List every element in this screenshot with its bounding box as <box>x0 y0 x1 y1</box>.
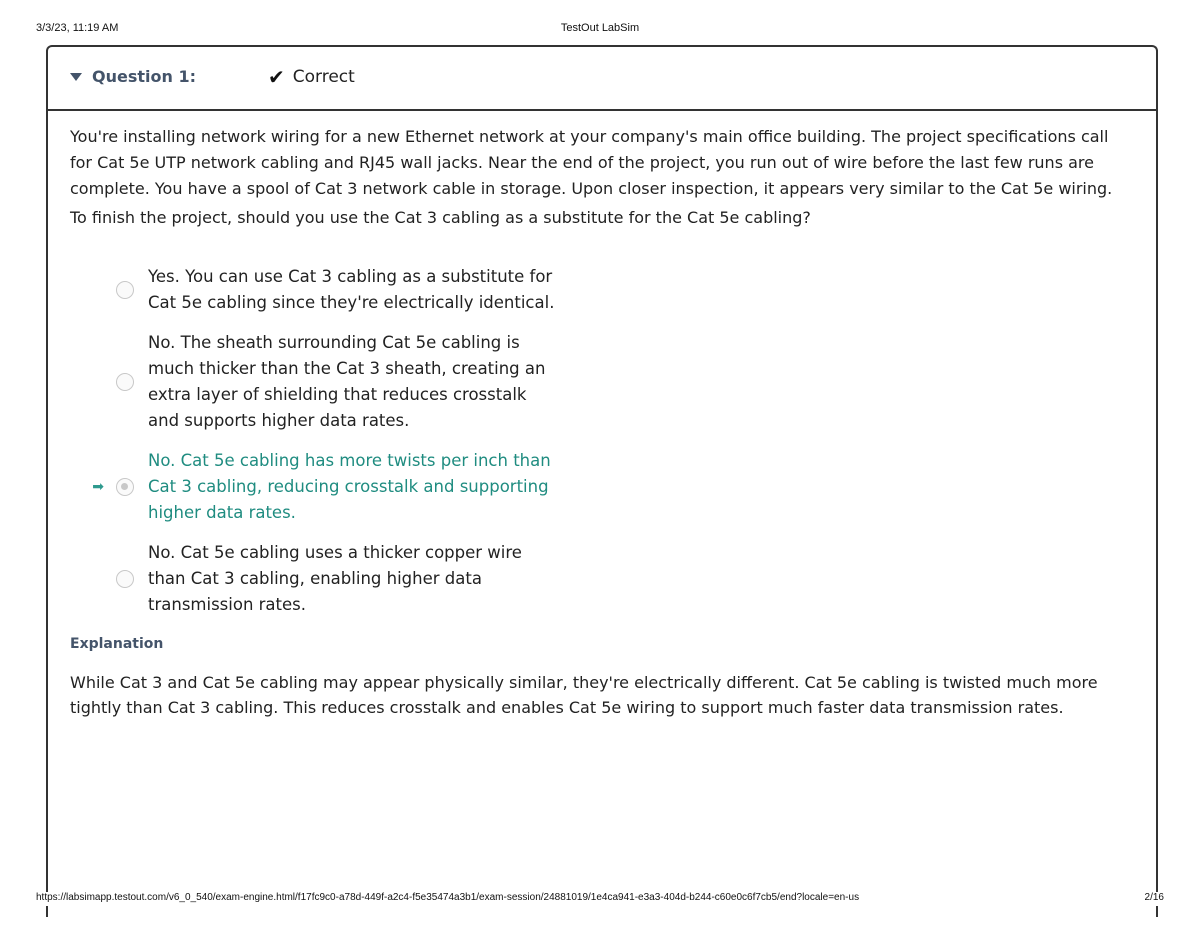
print-date: 3/3/23, 11:19 AM <box>36 22 119 34</box>
question-card <box>46 45 1158 917</box>
answer-option-label: No. Cat 5e cabling uses a thicker copper wire than Cat 3 cabling, enabling higher data transmission rates. <box>148 543 522 614</box>
answer-option-4[interactable] <box>70 540 1134 618</box>
caret-down-icon <box>70 73 82 81</box>
question-body <box>48 111 1156 720</box>
radio-button-selected[interactable] <box>116 478 134 496</box>
print-title: TestOut LabSim <box>560 22 640 34</box>
question-header <box>48 47 1156 111</box>
question-prompt: To finish the project, should you use the Cat 3 cabling as a substitute for the Cat 5e cabling? <box>70 208 811 227</box>
print-url: https://labsimapp.testout.com/v6_0_540/exam-engine.html/f17fc9c0-a78d-449f-a2c4-f5e35474a3b1/exam-session/24881019/1e4ca941-e3a3-404d-b244-c60e0c6f7cb5/end?locale=en-us <box>36 892 860 903</box>
print-header <box>36 22 1164 38</box>
radio-button[interactable] <box>116 281 134 299</box>
status-label: Correct <box>292 67 355 87</box>
answer-options <box>70 264 1134 618</box>
explanation-title: Explanation <box>70 636 164 652</box>
question-toggle[interactable] <box>70 67 196 86</box>
question-title: Question 1: <box>92 67 196 86</box>
question-status <box>268 65 355 89</box>
radio-button[interactable] <box>116 570 134 588</box>
page-number: 2/16 <box>1144 892 1164 903</box>
explanation-text: While Cat 3 and Cat 5e cabling may appear physically similar, they're electrically different. Cat 5e cabling is twisted much more tightly than Cat 3 cabling. This reduces crosstalk and enables Cat 5e wiring to support much faster data transmission rates. <box>70 673 1098 717</box>
answer-option-label: Yes. You can use Cat 3 cabling as a substitute for Cat 5e cabling since they're electrically identical. <box>148 267 555 312</box>
checkmark-icon: ✔ <box>268 65 285 89</box>
arrow-right-icon: ➡ <box>92 479 104 495</box>
answer-option-3[interactable] <box>70 448 1134 526</box>
answer-option-2[interactable] <box>70 330 1134 434</box>
answer-option-label: No. Cat 5e cabling has more twists per inch than Cat 3 cabling, reducing crosstalk and supporting higher data rates. <box>148 451 551 522</box>
answer-option-label: No. The sheath surrounding Cat 5e cabling is much thicker than the Cat 3 sheath, creating an extra layer of shielding that reduces crosstalk and supports higher data rates. <box>148 333 546 430</box>
question-text: You're installing network wiring for a new Ethernet network at your company's main office building. The project specifications call for Cat 5e UTP network cabling and RJ45 wall jacks. Near the end of the project, you run out of wire before the last few runs are complete. You have a spool of Cat 3 network cable in storage. Upon closer inspection, it appears very similar to the Cat 5e wiring. <box>70 127 1113 198</box>
print-footer <box>36 892 1164 906</box>
answer-option-1[interactable] <box>70 264 1134 316</box>
radio-button[interactable] <box>116 373 134 391</box>
